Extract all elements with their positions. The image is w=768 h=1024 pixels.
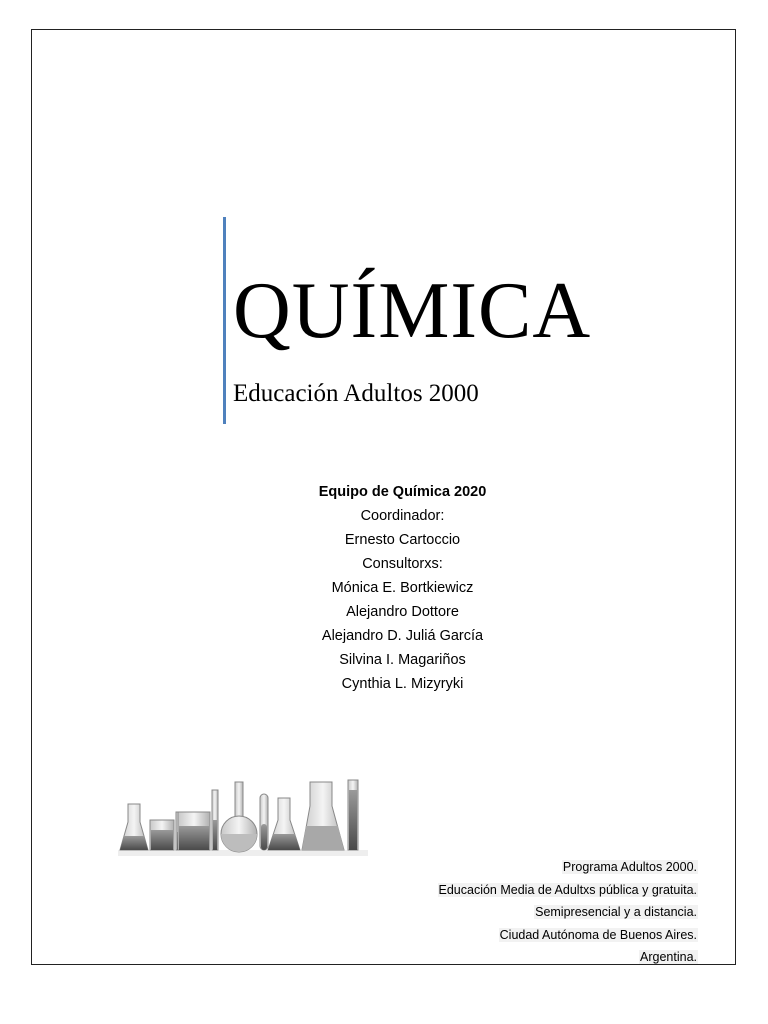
footer-line — [438, 879, 699, 902]
consultant-name: Mónica E. Bortkiewicz — [331, 580, 474, 596]
consultant-name: Cynthia L. Mizyryki — [341, 676, 464, 692]
consultants-label: Consultorxs: — [362, 556, 443, 572]
cover-subtitle: Educación Adultos 2000 — [233, 380, 479, 407]
cover-title: QUÍMICA — [233, 267, 592, 355]
footer-line-text: Argentina. — [640, 950, 697, 964]
consultant-name: Silvina I. Magariños — [339, 652, 466, 668]
footer-info — [438, 856, 699, 969]
laboratory-glassware-icon — [118, 776, 368, 856]
team-credits — [0, 480, 768, 696]
team-heading: Equipo de Química 2020 — [318, 484, 487, 500]
accent-bar — [223, 217, 226, 424]
footer-line — [438, 901, 699, 924]
footer-line-text: Ciudad Autónoma de Buenos Aires. — [499, 927, 697, 942]
footer-line-text: Educación Media de Adultxs pública y gratuita. — [438, 882, 697, 897]
footer-line — [438, 946, 699, 969]
consultant-name: Alejandro Dottore — [346, 604, 459, 620]
footer-line-text: Semipresencial y a distancia. — [535, 905, 697, 919]
consultant-name: Alejandro D. Juliá García — [321, 628, 484, 644]
footer-line — [438, 924, 699, 947]
coordinator-name: Ernesto Cartoccio — [344, 532, 461, 548]
coordinator-label: Coordinador: — [360, 508, 445, 524]
footer-line-text: Programa Adultos 2000. — [562, 860, 697, 874]
footer-line — [438, 856, 699, 879]
